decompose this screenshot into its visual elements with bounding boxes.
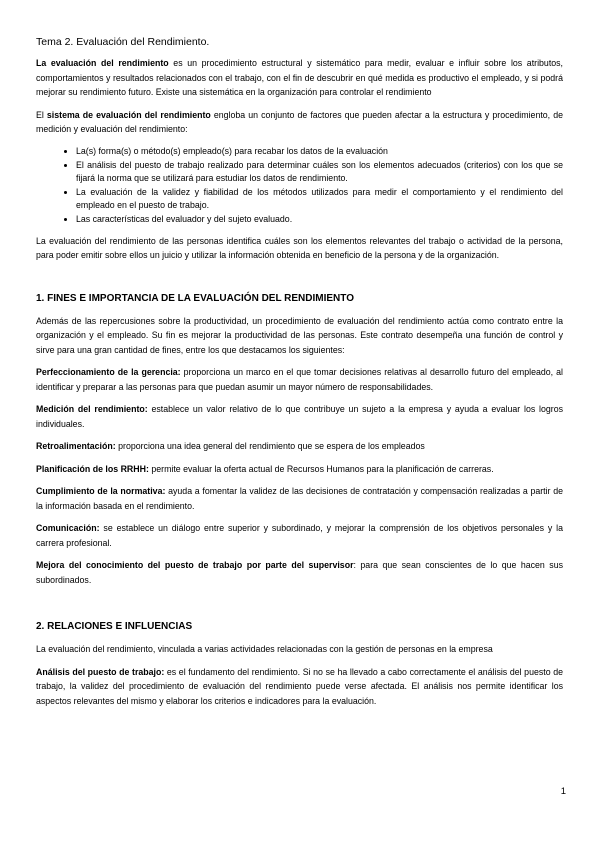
item-term: Planificación de los RRHH: [36,463,149,474]
intro-paragraph-1-text: es un procedimiento estructural y sistemático para medir, evaluar e influir sobre los atributos, comportamientos y resultados relacionados con el trabajo, con el fin de descubrir en qué medida es productivo el empleado, y si podrá mejorar su rendimiento futuro. Existe una sistemática en la organización para controlar el rendimiento [36,58,563,97]
section-1-item [36,558,563,587]
section-1-item [36,484,563,513]
section-2-intro: La evaluación del rendimiento, vinculada a varias actividades relacionadas con la gestión de personas en la empresa [36,644,493,654]
item-term: Cumplimiento de la normativa: [36,486,166,496]
section-2-item [36,665,563,709]
intro-paragraph-2 [36,108,563,137]
item-text: : para que sean conscientes de lo que hacen sus subordinados. [36,560,563,585]
bullet-item: • La(s) forma(s) o método(s) empleado(s) para recabar los datos de la evaluación [76,145,563,158]
bullet-item: • La evaluación de la validez y fiabilidad de los métodos utilizados para medir el comportamiento y el rendimiento del empleado en el puesto de trabajo. [76,186,563,211]
section-2-heading: 2. RELACIONES E INFLUENCIAS [36,621,193,632]
section-1-item [36,521,563,550]
intro-paragraph-2-text: engloba un conjunto de factores que pueden afectar a la estructura y procedimiento, de medición y evaluación del rendimiento: [36,109,563,134]
item-text: establece un valor relativo de lo que contribuye un sujeto a la empresa y ayuda a evaluar los logros individuales. [36,404,563,429]
item-text: proporciona una idea general del rendimiento que se espera de los empleados [115,441,425,451]
factors-bullet-list [36,145,563,226]
section-1-heading: 1. FINES E IMPORTANCIA DE LA EVALUACIÓN DEL RENDIMIENTO [36,292,354,304]
intro-paragraph-1 [36,56,563,100]
intro-term-evaluacion: La evaluación del rendimiento [36,58,169,68]
page-number: 1 [560,786,566,797]
section-1-item [36,462,563,477]
item-term: Perfeccionamiento de la gerencia: [36,367,181,377]
item-text: se establece un diálogo entre superior y subordinado, y mejorar la comprensión de los objetivos personales y la carrera profesional. [36,523,563,548]
intro-term-sistema: sistema de evaluación del rendimiento [46,109,211,120]
document-title: Tema 2. Evaluación del Rendimiento. [36,36,210,48]
bullet-item: • Las características del evaluador y del sujeto evaluado. [76,213,563,226]
bullet-item: • El análisis del puesto de trabajo realizado para determinar cuáles son los elementos adecuados (criterios) con los que se fijará la norma que se utilizará para estudiar los datos de rendimiento. [76,159,563,184]
item-term: Análisis del puesto de trabajo: [36,666,165,677]
item-term: Mejora del conocimiento del puesto de trabajo por parte del supervisor [36,560,354,570]
intro-paragraph-3: La evaluación del rendimiento de las personas identifica cuáles son los elementos relevantes del trabajo o actividad de la persona, para poder emitir sobre ellos un juicio y utilizar la información obtenida en beneficio de la persona y de la organización. [36,235,563,260]
section-1-intro: Además de las repercusiones sobre la productividad, un procedimiento de evaluación del rendimiento actúa como contrato entre la organización y el empleado. Su fin es mejorar la productividad de las personas. Este contrato desempeña una función de control y sirve para una gran cantidad de fines, entre los que destacamos los siguientes: [36,315,563,355]
item-text: ayuda a fomentar la validez de las decisiones de contratación y compensación realizadas a partir de la información basada en el rendimiento. [36,486,563,511]
intro-paragraph-2-pre: El [36,109,47,120]
section-1-item [36,439,563,454]
section-1-item [36,365,563,394]
item-term: Medición del rendimiento: [36,404,148,414]
item-term: Comunicación: [36,523,100,533]
item-text: es el fundamento del rendimiento. Si no se ha llevado a cabo correctamente el análisis del puesto de trabajo, la validez del procedimiento de evaluación del rendimiento puede verse afectada. El análisis nos permite identificar los aspectos relevantes del mismo y elaborar los criterios e indicadores para la evaluación. [36,666,563,706]
item-text: proporciona un marco en el que tomar decisiones relativas al desarrollo futuro del empleado, al identificar y preparar a las personas para que puedan asumir un mayor número de responsabilidades. [36,367,563,392]
section-1-item [36,402,563,431]
item-text: permite evaluar la oferta actual de Recursos Humanos para la planificación de carreras. [148,463,494,474]
item-term: Retroalimentación: [36,441,116,451]
